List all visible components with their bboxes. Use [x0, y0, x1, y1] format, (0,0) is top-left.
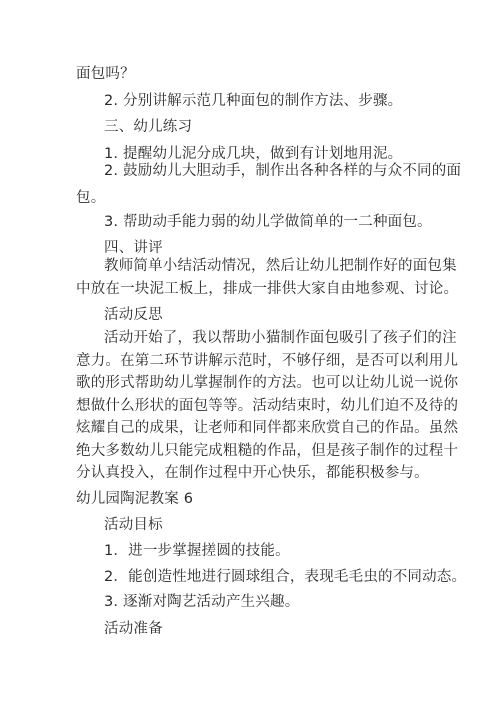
text-line-5: 2. 鼓励幼儿大胆动手，制作出各种各样的与众不同的面	[104, 163, 462, 179]
section-heading-review: 四、讲评	[104, 240, 163, 256]
text-line-6: 包。	[76, 190, 106, 206]
section-heading-preparation: 活动准备	[104, 621, 163, 637]
text-line-13: 意力。在第二环节讲解示范时，不够仔细，是否可以利用儿	[76, 353, 459, 369]
text-line-14: 歌的形式帮助幼儿掌握制作的方法。也可以让幼儿说一说你	[76, 375, 459, 391]
text-line-7: 3. 帮助动手能力弱的幼儿学做简单的一二种面包。	[104, 214, 432, 230]
text-line-15: 想做什么形状的面包等等。活动结束时，幼儿们迫不及待的	[76, 398, 459, 414]
text-line-17: 绝大多数幼儿只能完成粗糙的作品，但是孩子制作的过程十	[76, 443, 459, 459]
section-heading-practice: 三、幼儿练习	[104, 119, 193, 135]
text-line-10: 中放在一块泥工板上，排成一排供大家自由地参观、讨论。	[76, 281, 459, 297]
text-line-22: 2．能创造性地进行圆球组合，表现毛毛虫的不同动态。	[104, 569, 467, 585]
text-line-23: 3. 逐渐对陶艺活动产生兴趣。	[104, 594, 300, 610]
text-line-4: 1. 提醒幼儿泥分成几块，做到有计划地用泥。	[104, 146, 403, 162]
text-line-16: 炫耀自己的成果，让老师和同伴都来欣赏自己的作品。虽然	[76, 420, 459, 436]
text-line-21: 1．进一步掌握搓圆的技能。	[104, 543, 290, 559]
text-line-18: 分认真投入，在制作过程中开心快乐，都能积极参与。	[76, 465, 429, 481]
text-line-1: 面包吗？	[76, 66, 135, 82]
lesson-title: 幼儿园陶泥教案 6	[76, 491, 194, 507]
section-heading-goals: 活动目标	[104, 517, 163, 533]
text-line-2: 2. 分别讲解示范几种面包的制作方法、步骤。	[104, 93, 403, 109]
section-heading-reflection: 活动反思	[104, 307, 163, 323]
text-line-9: 教师简单小结活动情况，然后让幼儿把制作好的面包集	[104, 258, 457, 274]
text-line-12: 活动开始了，我以帮助小猫制作面包吸引了孩子们的注	[104, 330, 457, 346]
